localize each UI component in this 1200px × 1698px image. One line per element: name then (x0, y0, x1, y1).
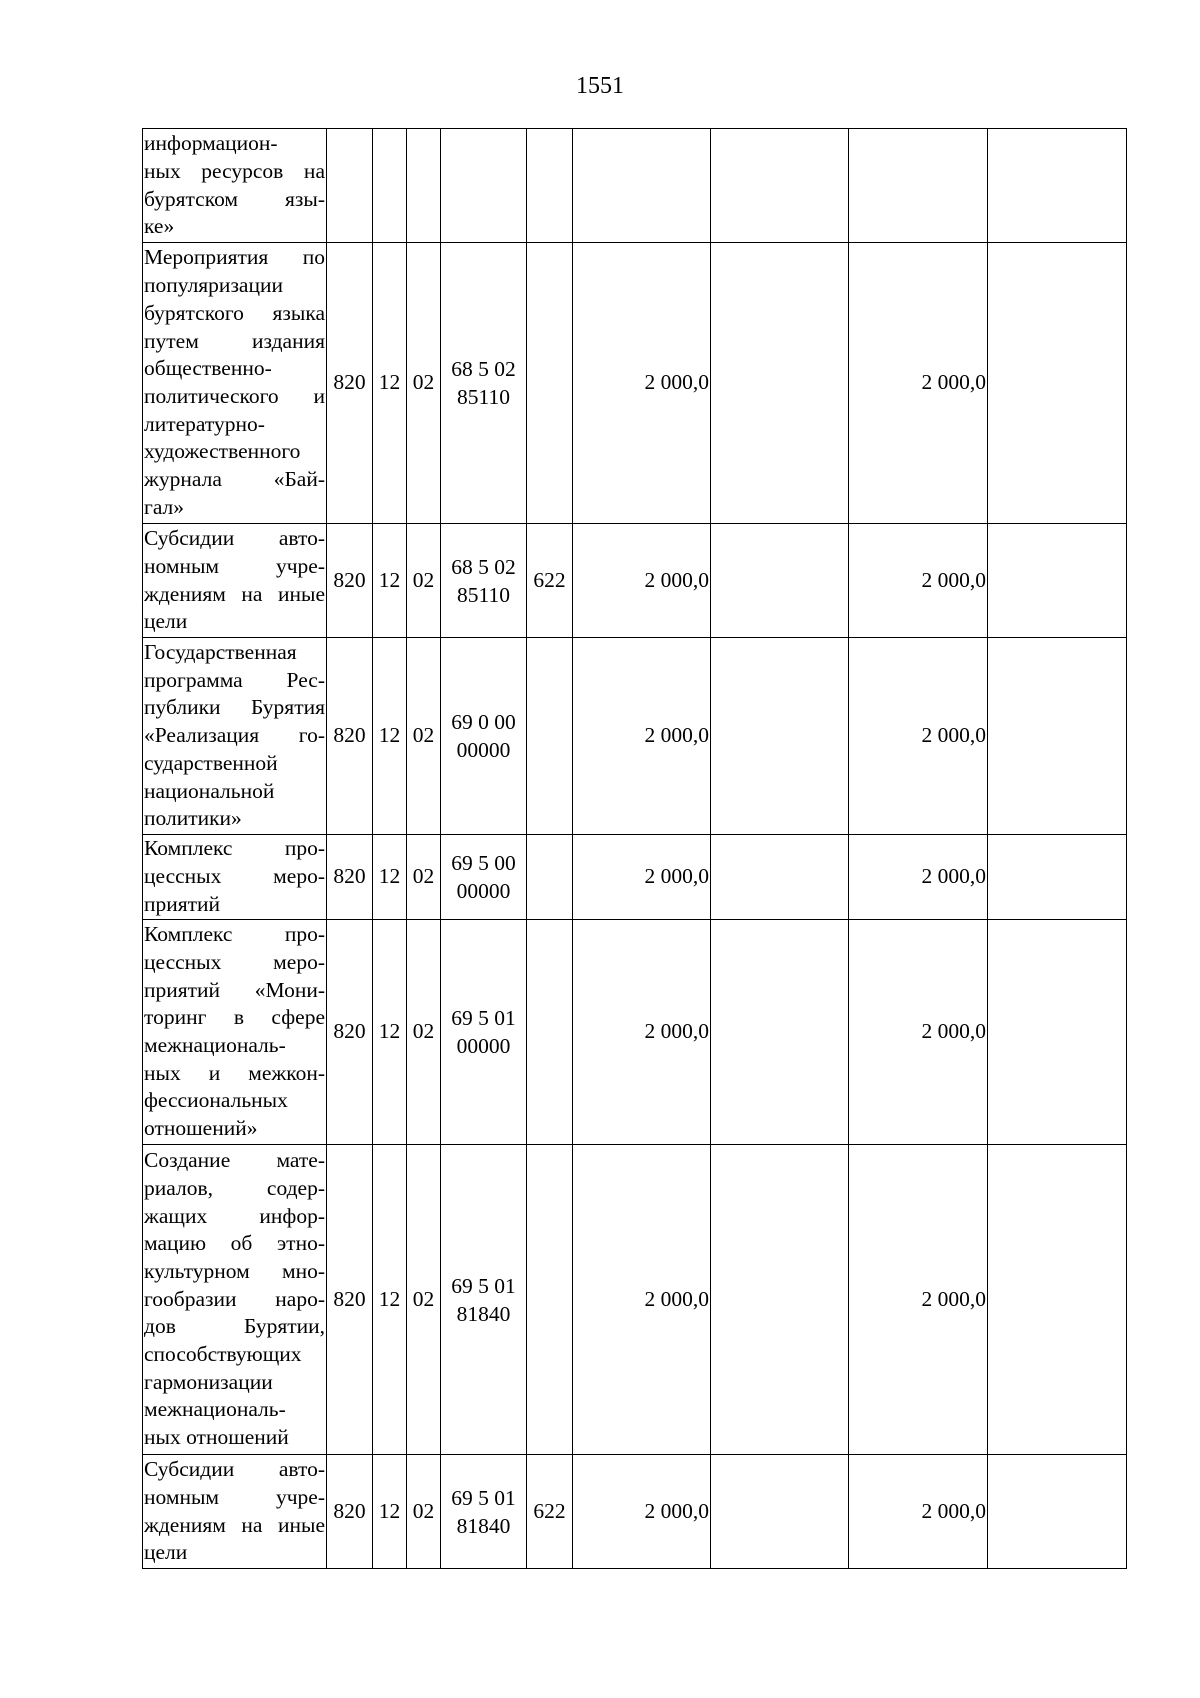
vr-cell (527, 638, 573, 835)
row-name-line: Субсидии авто- (144, 1457, 325, 1482)
csr-cell (441, 920, 527, 1145)
sum2-cell (711, 129, 849, 243)
row-name-line: культурном мно- (144, 1258, 325, 1283)
table-row (143, 638, 1127, 835)
sum2-cell (711, 1455, 849, 1569)
row-name-line: Создание мате- (144, 1148, 325, 1173)
row-name-line: информацион- (144, 131, 278, 156)
csr-line: 69 5 01 (451, 1273, 516, 1298)
row-name-line: политики» (144, 806, 242, 831)
sum3-cell: 2 000,0 (849, 243, 988, 524)
sum4-cell (988, 1145, 1127, 1455)
gr-cell: 820 (327, 835, 373, 920)
csr-cell (441, 243, 527, 524)
page-number: 1551 (576, 73, 624, 99)
gr-cell: 820 (327, 243, 373, 524)
vr-cell (527, 835, 573, 920)
row-name-line: ных отношений (144, 1425, 289, 1450)
csr-line: 00000 (456, 738, 511, 762)
sum1-cell: 2 000,0 (573, 638, 711, 835)
sum1-cell (573, 129, 711, 243)
sum2-cell (711, 638, 849, 835)
row-name-line: межнациональ- (144, 1033, 286, 1057)
csr-line: 68 5 02 (451, 357, 516, 381)
vr-cell (527, 129, 573, 243)
row-name-line: Субсидии авто- (144, 526, 325, 551)
row-name-line: политического и (144, 384, 325, 408)
row-name-line: сударственной (144, 750, 278, 775)
row-name-line: ждениям на иные (144, 581, 325, 606)
csr-line: 00000 (456, 1034, 511, 1058)
sum4-cell (988, 1455, 1127, 1569)
row-name-line: приятий (144, 891, 221, 916)
row-name-line: гообразии наро- (144, 1286, 325, 1311)
sum1-cell: 2 000,0 (573, 243, 711, 524)
row-name-cell (143, 1145, 327, 1455)
pr-cell (407, 129, 441, 243)
sum3-cell: 2 000,0 (849, 835, 988, 920)
row-name-line: цели (144, 609, 188, 634)
sum1-cell: 2 000,0 (573, 1455, 711, 1569)
sum1-cell: 2 000,0 (573, 1145, 711, 1455)
row-name-line: Государственная (144, 640, 297, 665)
row-name-line: Комплекс про- (144, 836, 325, 861)
csr-line: 85110 (457, 385, 510, 409)
sum4-cell (988, 835, 1127, 920)
row-name-cell (143, 835, 327, 920)
csr-line: 81840 (456, 1513, 511, 1538)
row-name-line: художественного (144, 439, 301, 464)
row-name-cell (143, 638, 327, 835)
sum2-cell (711, 243, 849, 524)
sum4-cell (988, 920, 1127, 1145)
row-name-line: бурятском язы- (144, 186, 325, 211)
table-row (143, 524, 1127, 638)
row-name-cell (143, 920, 327, 1145)
rz-cell: 12 (373, 835, 407, 920)
pr-cell: 02 (407, 835, 441, 920)
rz-cell: 12 (373, 524, 407, 638)
rz-cell: 12 (373, 1455, 407, 1569)
csr-line: 68 5 02 (451, 554, 516, 579)
row-name-line: ке» (144, 214, 175, 239)
rz-cell: 12 (373, 243, 407, 524)
row-name-line: гал» (144, 494, 185, 519)
rz-cell: 12 (373, 920, 407, 1145)
csr-cell (441, 524, 527, 638)
csr-line: 69 5 00 (451, 851, 516, 875)
row-name-line: ных и межкон- (144, 1060, 325, 1085)
row-name-line: «Реализация го- (144, 723, 325, 748)
sum4-cell (988, 638, 1127, 835)
csr-cell (441, 638, 527, 835)
pr-cell: 02 (407, 1455, 441, 1569)
row-name-line: фессиональных (144, 1088, 288, 1113)
sum2-cell (711, 835, 849, 920)
csr-line: 69 0 00 (451, 710, 516, 734)
csr-cell (441, 1145, 527, 1455)
row-name-cell (143, 243, 327, 524)
row-name-line: номным учре- (144, 553, 325, 578)
gr-cell (327, 129, 373, 243)
budget-table (142, 128, 1127, 1569)
vr-cell: 622 (527, 1455, 573, 1569)
row-name-line: жащих инфор- (144, 1203, 325, 1228)
table-row (143, 1145, 1127, 1455)
sum3-cell: 2 000,0 (849, 920, 988, 1145)
row-name-line: ждениям на иные (144, 1512, 325, 1537)
row-name-cell (143, 129, 327, 243)
csr-line: 85110 (457, 582, 510, 607)
row-name-line: Мероприятия по (144, 245, 325, 270)
row-name-cell (143, 524, 327, 638)
vr-cell: 622 (527, 524, 573, 638)
row-name-line: торинг в сфере (144, 1005, 325, 1030)
gr-cell: 820 (327, 1455, 373, 1569)
sum2-cell (711, 524, 849, 638)
row-name-line: номным учре- (144, 1484, 325, 1509)
row-name-line: межнациональ- (144, 1397, 286, 1422)
row-name-line: цели (144, 1540, 188, 1565)
row-name-line: цессных меро- (144, 949, 325, 974)
row-name-line: способствующих (144, 1342, 302, 1367)
vr-cell (527, 1145, 573, 1455)
sum1-cell: 2 000,0 (573, 920, 711, 1145)
sum3-cell: 2 000,0 (849, 1455, 988, 1569)
csr-line: 00000 (456, 879, 511, 903)
csr-line: 69 5 01 (451, 1006, 516, 1030)
row-name-line: гармонизации (144, 1369, 273, 1394)
csr-line: 69 5 01 (451, 1485, 516, 1510)
sum3-cell (849, 129, 988, 243)
row-name-line: отношений» (144, 1116, 258, 1141)
table-row (143, 129, 1127, 243)
row-name-line: программа Рес- (144, 667, 325, 692)
vr-cell (527, 920, 573, 1145)
pr-cell: 02 (407, 1145, 441, 1455)
row-name-line: мацию об этно- (144, 1231, 325, 1256)
row-name-line: дов Бурятии, (144, 1314, 325, 1339)
gr-cell: 820 (327, 524, 373, 638)
table-body (143, 129, 1127, 1569)
sum3-cell: 2 000,0 (849, 524, 988, 638)
sum4-cell (988, 243, 1127, 524)
sum4-cell (988, 524, 1127, 638)
csr-line: 81840 (456, 1301, 511, 1326)
sum4-cell (988, 129, 1127, 243)
row-name-line: популяризации (144, 273, 283, 298)
rz-cell (373, 129, 407, 243)
rz-cell: 12 (373, 638, 407, 835)
csr-cell (441, 835, 527, 920)
row-name-line: ных ресурсов на (144, 158, 325, 183)
row-name-line: цессных меро- (144, 864, 325, 889)
rz-cell: 12 (373, 1145, 407, 1455)
row-name-cell (143, 1455, 327, 1569)
sum2-cell (711, 920, 849, 1145)
row-name-line: национальной (144, 778, 275, 803)
table-row (143, 243, 1127, 524)
sum1-cell: 2 000,0 (573, 835, 711, 920)
sum2-cell (711, 1145, 849, 1455)
gr-cell: 820 (327, 920, 373, 1145)
table-row (143, 835, 1127, 920)
pr-cell: 02 (407, 638, 441, 835)
csr-cell (441, 129, 527, 243)
row-name-line: публики Бурятия (144, 695, 325, 720)
pr-cell: 02 (407, 243, 441, 524)
row-name-line: журнала «Бай- (144, 467, 325, 492)
row-name-line: путем издания (144, 328, 325, 353)
table-row (143, 1455, 1127, 1569)
gr-cell: 820 (327, 638, 373, 835)
gr-cell: 820 (327, 1145, 373, 1455)
sum1-cell: 2 000,0 (573, 524, 711, 638)
row-name-line: приятий «Мони- (144, 977, 325, 1002)
row-name-line: риалов, содер- (144, 1175, 325, 1200)
sum3-cell: 2 000,0 (849, 1145, 988, 1455)
row-name-line: общественно- (144, 356, 272, 381)
row-name-line: бурятского языка (144, 300, 325, 325)
vr-cell (527, 243, 573, 524)
table-row (143, 920, 1127, 1145)
pr-cell: 02 (407, 524, 441, 638)
row-name-line: Комплекс про- (144, 922, 325, 947)
csr-cell (441, 1455, 527, 1569)
pr-cell: 02 (407, 920, 441, 1145)
row-name-line: литературно- (144, 411, 265, 436)
sum3-cell: 2 000,0 (849, 638, 988, 835)
